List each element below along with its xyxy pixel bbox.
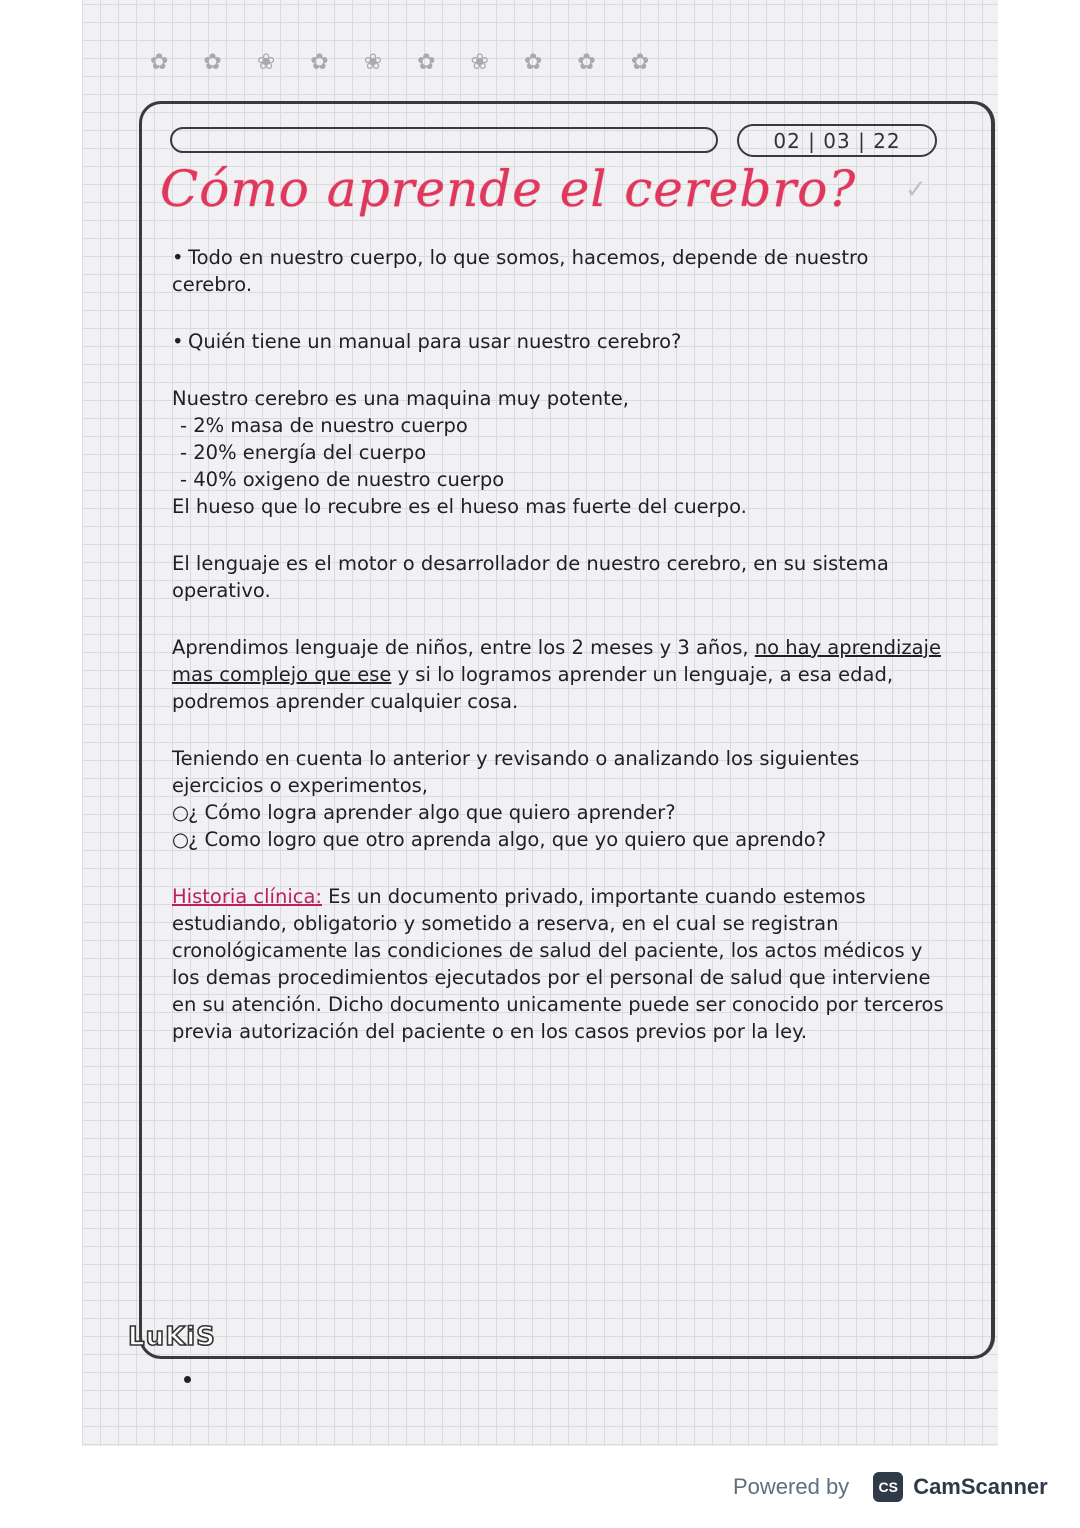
notes-body <box>172 244 952 1045</box>
list-item: - 2% masa de nuestro cuerpo <box>180 414 468 437</box>
signature-dot <box>184 1376 191 1383</box>
underlined-text: no hay aprendizaje mas complejo que ese <box>172 636 941 686</box>
paragraph-manual-question: • Quién tiene un manual para usar nuestro cerebro? <box>172 330 682 353</box>
paragraph-brain-body: • Todo en nuestro cuerpo, lo que somos, hacemos, depende de nuestro cerebro. <box>172 246 869 296</box>
paragraph-language-motor: El lenguaje es el motor o desarrollador de nuestro cerebro, en su sistema operativo. <box>172 552 889 602</box>
clinical-history-label: Historia clínica: <box>172 885 322 908</box>
flower-doodles: ✿ ✿ ❀ ✿ ❀ ✿ ❀ ✿ ✿ ✿ <box>150 50 664 75</box>
check-mark-icon: ✓ <box>905 175 927 205</box>
date-label: 02 | 03 | 22 <box>737 124 937 157</box>
list-item: - 20% energía del cuerpo <box>180 441 427 464</box>
powered-by-text: Powered by <box>733 1474 850 1499</box>
paragraph-exercises: Teniendo en cuenta lo anterior y revisando o analizando los siguientes ejercicios o experimentos, <box>172 747 860 797</box>
paragraph-clinical-history: Historia clínica: Es un documento privado, importante cuando estemos estudiando, obligatorio y sometido a reserva, en el cual se registran cronológicamente las condiciones de salud del paciente, los actos médicos y los demas procedimientos ejecutados por el personal de salud que interviene en su atención. Dicho documento unicamente puede ser conocido por terceros previa autorización del paciente o en los casos previos por la ley. <box>172 885 944 1043</box>
paragraph-bone: El hueso que lo recubre es el hueso mas fuerte del cuerpo. <box>172 495 747 518</box>
paragraph-learning-language: Aprendimos lenguaje de niños, entre los 2 meses y 3 años, no hay aprendizaje mas complejo que ese y si lo logramos aprender un lenguaje, a esa edad, podremos aprender cualquier cosa. <box>172 636 941 713</box>
circle-bullet-icon: ○ <box>172 801 190 824</box>
camscanner-brand: CamScanner <box>913 1474 1048 1499</box>
signature: LuKiS <box>128 1322 216 1352</box>
list-item: ○¿ Cómo logra aprender algo que quiero aprender? <box>172 801 676 824</box>
list-item: - 40% oxigeno de nuestro cuerpo <box>180 468 505 491</box>
paragraph-machine-intro: Nuestro cerebro es una maquina muy potente, <box>172 387 629 410</box>
page-title: Cómo aprende el cerebro? <box>160 160 857 218</box>
scanner-watermark <box>733 1472 1048 1502</box>
circle-bullet-icon: ○ <box>172 828 190 851</box>
bullet-icon: • <box>172 246 184 269</box>
title-bar-outline <box>170 127 718 153</box>
camscanner-logo-icon: CS <box>873 1472 903 1502</box>
list-item: ○¿ Como logro que otro aprenda algo, que yo quiero que aprendo? <box>172 828 827 851</box>
bullet-icon: • <box>172 330 184 353</box>
